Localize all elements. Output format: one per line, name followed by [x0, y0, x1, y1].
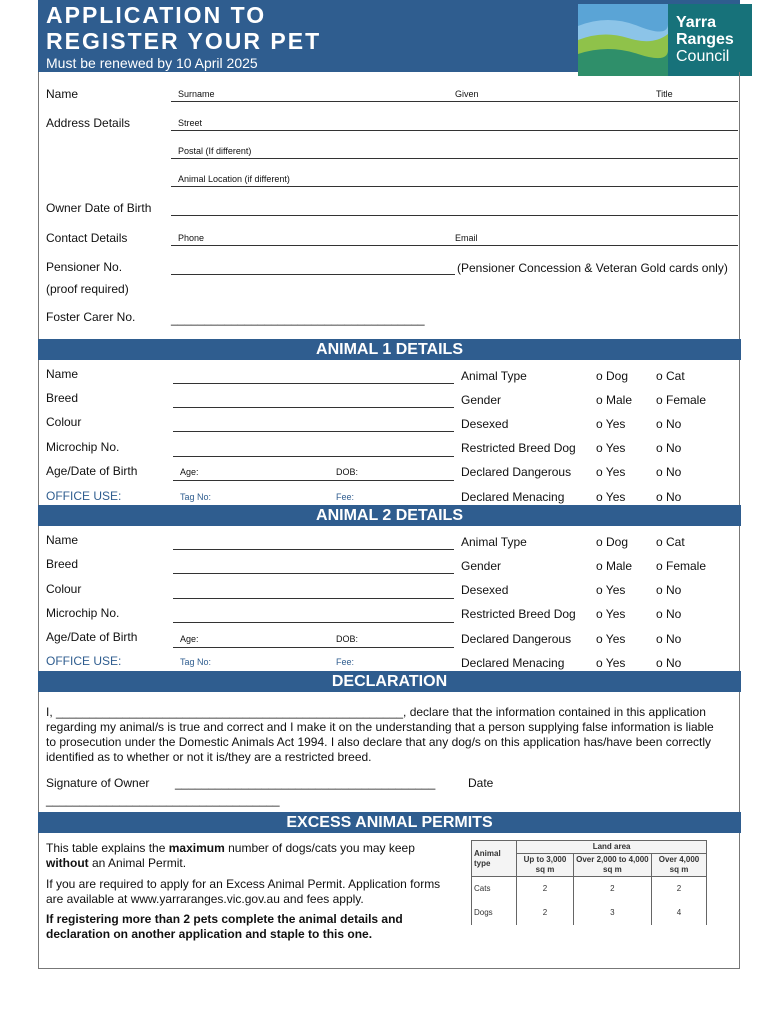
animal2-heading: ANIMAL 2 DETAILS: [38, 505, 741, 526]
animal1-dangerous-yes[interactable]: o Yes: [596, 465, 626, 479]
animal2-menacing-label: Declared Menacing: [461, 656, 565, 670]
animal2-restricted-no[interactable]: o No: [656, 607, 682, 621]
animal2-restricted-yes[interactable]: o Yes: [596, 607, 626, 621]
animal1-menacing-yes[interactable]: o Yes: [596, 490, 626, 504]
declaration-heading: DECLARATION: [38, 671, 741, 692]
contact-details-label: Contact Details: [46, 231, 128, 245]
street-field[interactable]: [171, 130, 738, 131]
animal2-microchip-field[interactable]: [173, 622, 454, 623]
animal1-age-dob-label: Age/Date of Birth: [46, 464, 138, 478]
animal2-age-dob-label: Age/Date of Birth: [46, 630, 138, 644]
council-logo: [578, 4, 752, 76]
animal2-age-label: Age:: [180, 634, 199, 644]
animal1-menacing-no[interactable]: o No: [656, 490, 682, 504]
table-row: Cats 2 2 2: [472, 877, 707, 901]
animal2-tag-label: Tag No:: [180, 657, 212, 667]
street-label: Street: [178, 118, 203, 128]
animal1-fee-label: Fee:: [336, 492, 355, 502]
animal2-fee-label: Fee:: [336, 657, 355, 667]
animal1-dog-option[interactable]: o Dog: [596, 369, 629, 383]
animal1-age-dob-field[interactable]: [173, 480, 454, 481]
animal1-dangerous-label: Declared Dangerous: [461, 465, 572, 479]
col-2000-to-4000: Over 2,000 to 4,000 sq m: [573, 854, 651, 877]
form-title-line2: REGISTER YOUR PET: [46, 28, 322, 54]
owner-dob-label: Owner Date of Birth: [46, 201, 152, 215]
animal2-gender-label: Gender: [461, 559, 502, 573]
land-area-group-header: Land area: [517, 841, 707, 854]
contact-field[interactable]: [171, 245, 738, 246]
animal1-office-use-label: OFFICE USE:: [46, 489, 122, 503]
land-area-table: [471, 840, 707, 925]
animal2-menacing-no[interactable]: o No: [656, 656, 682, 670]
address-details-label: Address Details: [46, 116, 131, 130]
animal2-dog-option[interactable]: o Dog: [596, 535, 629, 549]
title-label: Title: [656, 89, 673, 99]
renewal-notice: Must be renewed by 10 April 2025: [46, 55, 258, 71]
proof-required-note: (proof required): [46, 282, 129, 296]
animal2-name-field[interactable]: [173, 549, 454, 550]
animal2-colour-field[interactable]: [173, 598, 454, 599]
animal1-restricted-yes[interactable]: o Yes: [596, 441, 626, 455]
logo-word-ranges: Ranges: [676, 31, 734, 48]
pensioner-label: Pensioner No.: [46, 260, 123, 274]
animal2-office-use-label: OFFICE USE:: [46, 654, 122, 668]
table-row: Dogs 2 3 4: [472, 901, 707, 925]
permits-heading: EXCESS ANIMAL PERMITS: [38, 812, 741, 833]
animal1-cat-option[interactable]: o Cat: [656, 369, 685, 383]
signature-field[interactable]: _______________________________________: [175, 776, 436, 790]
animal2-dob-label: DOB:: [336, 634, 359, 644]
animal1-breed-label: Breed: [46, 391, 79, 405]
pensioner-note: (Pensioner Concession & Veteran Gold cards only): [457, 261, 728, 275]
animal1-dob-label: DOB:: [336, 467, 359, 477]
animal2-name-label: Name: [46, 533, 79, 547]
date-field[interactable]: ___________________________________: [46, 793, 280, 807]
pensioner-field[interactable]: [171, 274, 455, 275]
owner-name-label: Name: [46, 87, 79, 101]
col-over-4000: Over 4,000 sq m: [651, 854, 706, 877]
logo-word-council: Council: [676, 48, 730, 65]
animal2-desexed-yes[interactable]: o Yes: [596, 583, 626, 597]
col-up-to-3000: Up to 3,000 sq m: [517, 854, 574, 877]
animal1-restricted-no[interactable]: o No: [656, 441, 682, 455]
animal2-cat-option[interactable]: o Cat: [656, 535, 685, 549]
animal2-microchip-label: Microchip No.: [46, 606, 120, 620]
email-label: Email: [455, 233, 478, 243]
animal2-dangerous-no[interactable]: o No: [656, 632, 682, 646]
animal2-age-dob-field[interactable]: [173, 647, 454, 648]
signature-label: Signature of Owner: [46, 776, 150, 790]
animal2-male-option[interactable]: o Male: [596, 559, 633, 573]
animal2-dangerous-yes[interactable]: o Yes: [596, 632, 626, 646]
animal1-name-field[interactable]: [173, 383, 454, 384]
animal1-gender-label: Gender: [461, 393, 502, 407]
col-animal-type: Animal type: [472, 841, 517, 877]
animal2-dangerous-label: Declared Dangerous: [461, 632, 572, 646]
postal-label: Postal (If different): [178, 146, 252, 156]
animal-location-field[interactable]: [171, 186, 738, 187]
animal2-female-option[interactable]: o Female: [656, 559, 707, 573]
animal2-breed-field[interactable]: [173, 573, 454, 574]
animal1-type-label: Animal Type: [461, 369, 527, 383]
animal2-breed-label: Breed: [46, 557, 79, 571]
animal2-colour-label: Colour: [46, 582, 82, 596]
animal1-female-option[interactable]: o Female: [656, 393, 707, 407]
animal1-menacing-label: Declared Menacing: [461, 490, 565, 504]
foster-carer-label: Foster Carer No.: [46, 310, 136, 324]
animal1-desexed-yes[interactable]: o Yes: [596, 417, 626, 431]
animal2-type-label: Animal Type: [461, 535, 527, 549]
animal1-microchip-field[interactable]: [173, 456, 454, 457]
postal-field[interactable]: [171, 158, 738, 159]
animal1-microchip-label: Microchip No.: [46, 440, 120, 454]
animal1-dangerous-no[interactable]: o No: [656, 465, 682, 479]
animal1-male-option[interactable]: o Male: [596, 393, 633, 407]
surname-label: Surname: [178, 89, 215, 99]
declaration-text: I, ____________________________________________________, declare that the information contained in this application regarding my animal/s is true and correct and I make it on the understanding that a person supplying false information is liable to prosecution under the Domestic Animals Act 1994. I also declare that any dog/s on this application has/have been correctly identified as to whether or not it is/they are a restricted breed.: [46, 705, 714, 764]
animal1-name-label: Name: [46, 367, 79, 381]
animal2-desexed-label: Desexed: [461, 583, 509, 597]
animal-location-label: Animal Location (if different): [178, 174, 290, 184]
animal1-age-label: Age:: [180, 467, 199, 477]
permits-intro: This table explains the maximum number of dogs/cats you may keep without an Animal Permit.: [46, 841, 415, 870]
animal1-restricted-label: Restricted Breed Dog: [461, 441, 576, 455]
logo-word-yarra: Yarra: [676, 14, 717, 31]
animal1-desexed-no[interactable]: o No: [656, 417, 682, 431]
foster-carer-field[interactable]: ______________________________________: [171, 312, 425, 326]
animal2-desexed-no[interactable]: o No: [656, 583, 682, 597]
permits-apply-info: If you are required to apply for an Excess Animal Permit. Application forms are available at www.yarraranges.vic.gov.au and fees apply.: [46, 877, 441, 906]
animal1-colour-label: Colour: [46, 415, 82, 429]
permits-extra-pets-note: If registering more than 2 pets complete the animal details and declaration on another application and staple to this one.: [46, 912, 403, 941]
owner-dob-field[interactable]: [171, 215, 738, 216]
animal2-restricted-label: Restricted Breed Dog: [461, 607, 576, 621]
given-name-label: Given: [455, 89, 479, 99]
animal1-heading: ANIMAL 1 DETAILS: [38, 339, 741, 360]
animal1-breed-field[interactable]: [173, 407, 454, 408]
animal1-tag-label: Tag No:: [180, 492, 212, 502]
date-label: Date: [468, 776, 494, 790]
animal1-colour-field[interactable]: [173, 431, 454, 432]
owner-name-field[interactable]: [171, 101, 738, 102]
animal2-menacing-yes[interactable]: o Yes: [596, 656, 626, 670]
phone-label: Phone: [178, 233, 205, 243]
form-title-line1: APPLICATION TO: [46, 2, 267, 28]
animal1-desexed-label: Desexed: [461, 417, 509, 431]
